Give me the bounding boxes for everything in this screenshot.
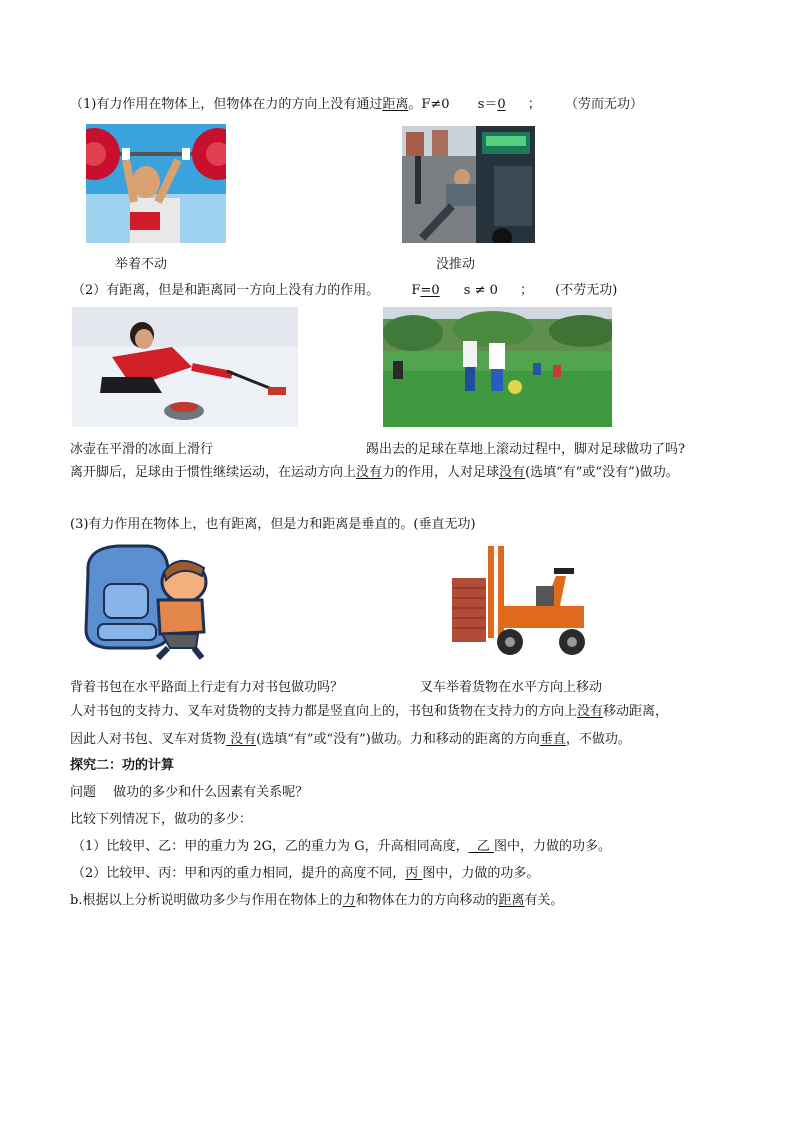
work-calculation-heading: 探究二：功的计算 bbox=[70, 758, 175, 773]
bus-push-photo bbox=[402, 126, 535, 243]
soccer-caption: 踢出去的足球在草地上滚动过程中，脚对足球做功了吗? bbox=[366, 442, 685, 457]
weightlifter-photo bbox=[86, 124, 226, 243]
section3-statement: (3)有力作用在物体上，也有距离，但是力和距离是垂直的。(垂直无功) bbox=[70, 517, 476, 532]
section3-analysis-line1: 人对书包的支持力、叉车对货物的支持力都是竖直向上的，书包和货物在支持力的方向上没有移动距离， bbox=[70, 704, 669, 719]
question-line: 问题 做功的多少和什么因素有关系呢？ bbox=[70, 785, 309, 800]
soccer-analysis: 离开脚后，足球由于惯性继续运动，在运动方向上没有力的作用，人对足球没有(选填“有”或“没有”)做功。 bbox=[70, 465, 679, 480]
conclusion-line: b.根据以上分析说明做功多少与作用在物体上的力和物体在力的方向移动的距离有关。 bbox=[70, 893, 564, 908]
section2-statement: （2）有距离，但是和距离同一方向上没有力的作用。 F=0 s ≠ 0 ； (不劳无功) bbox=[72, 283, 618, 298]
forklift-image bbox=[448, 542, 598, 662]
compare-intro: 比较下列情况下，做功的多少： bbox=[70, 812, 253, 827]
forklift-caption: 叉车举着货物在水平方向上移动 bbox=[420, 680, 603, 695]
bus-push-caption: 没推动 bbox=[436, 257, 476, 272]
compare-item-2: （2）比较甲、丙：甲和丙的重力相同，提升的高度不同，丙 图中，力做的功多。 bbox=[72, 866, 540, 881]
weightlifter-caption: 举着不动 bbox=[115, 257, 168, 272]
section3-analysis-line2: 因此人对书包、叉车对货物 没有(选填“有”或“没有”)做功。力和移动的距离的方向垂直，不做功。 bbox=[70, 732, 631, 747]
backpack-cartoon bbox=[78, 542, 224, 662]
section1-statement: （1)有力作用在物体上，但物体在力的方向上没有通过距离。F≠0 s＝0 ； （劳而无功） bbox=[70, 97, 643, 112]
curling-photo bbox=[72, 307, 298, 427]
compare-item-1: （1）比较甲、乙：甲的重力为 2G，乙的重力为 G，升高相同高度， 乙 图中，力做的功多。 bbox=[72, 839, 611, 854]
soccer-photo bbox=[383, 307, 612, 427]
backpack-caption: 背着书包在水平路面上行走有力对书包做功吗？ bbox=[70, 680, 344, 695]
curling-caption: 冰壶在平滑的冰面上滑行 bbox=[70, 442, 214, 457]
